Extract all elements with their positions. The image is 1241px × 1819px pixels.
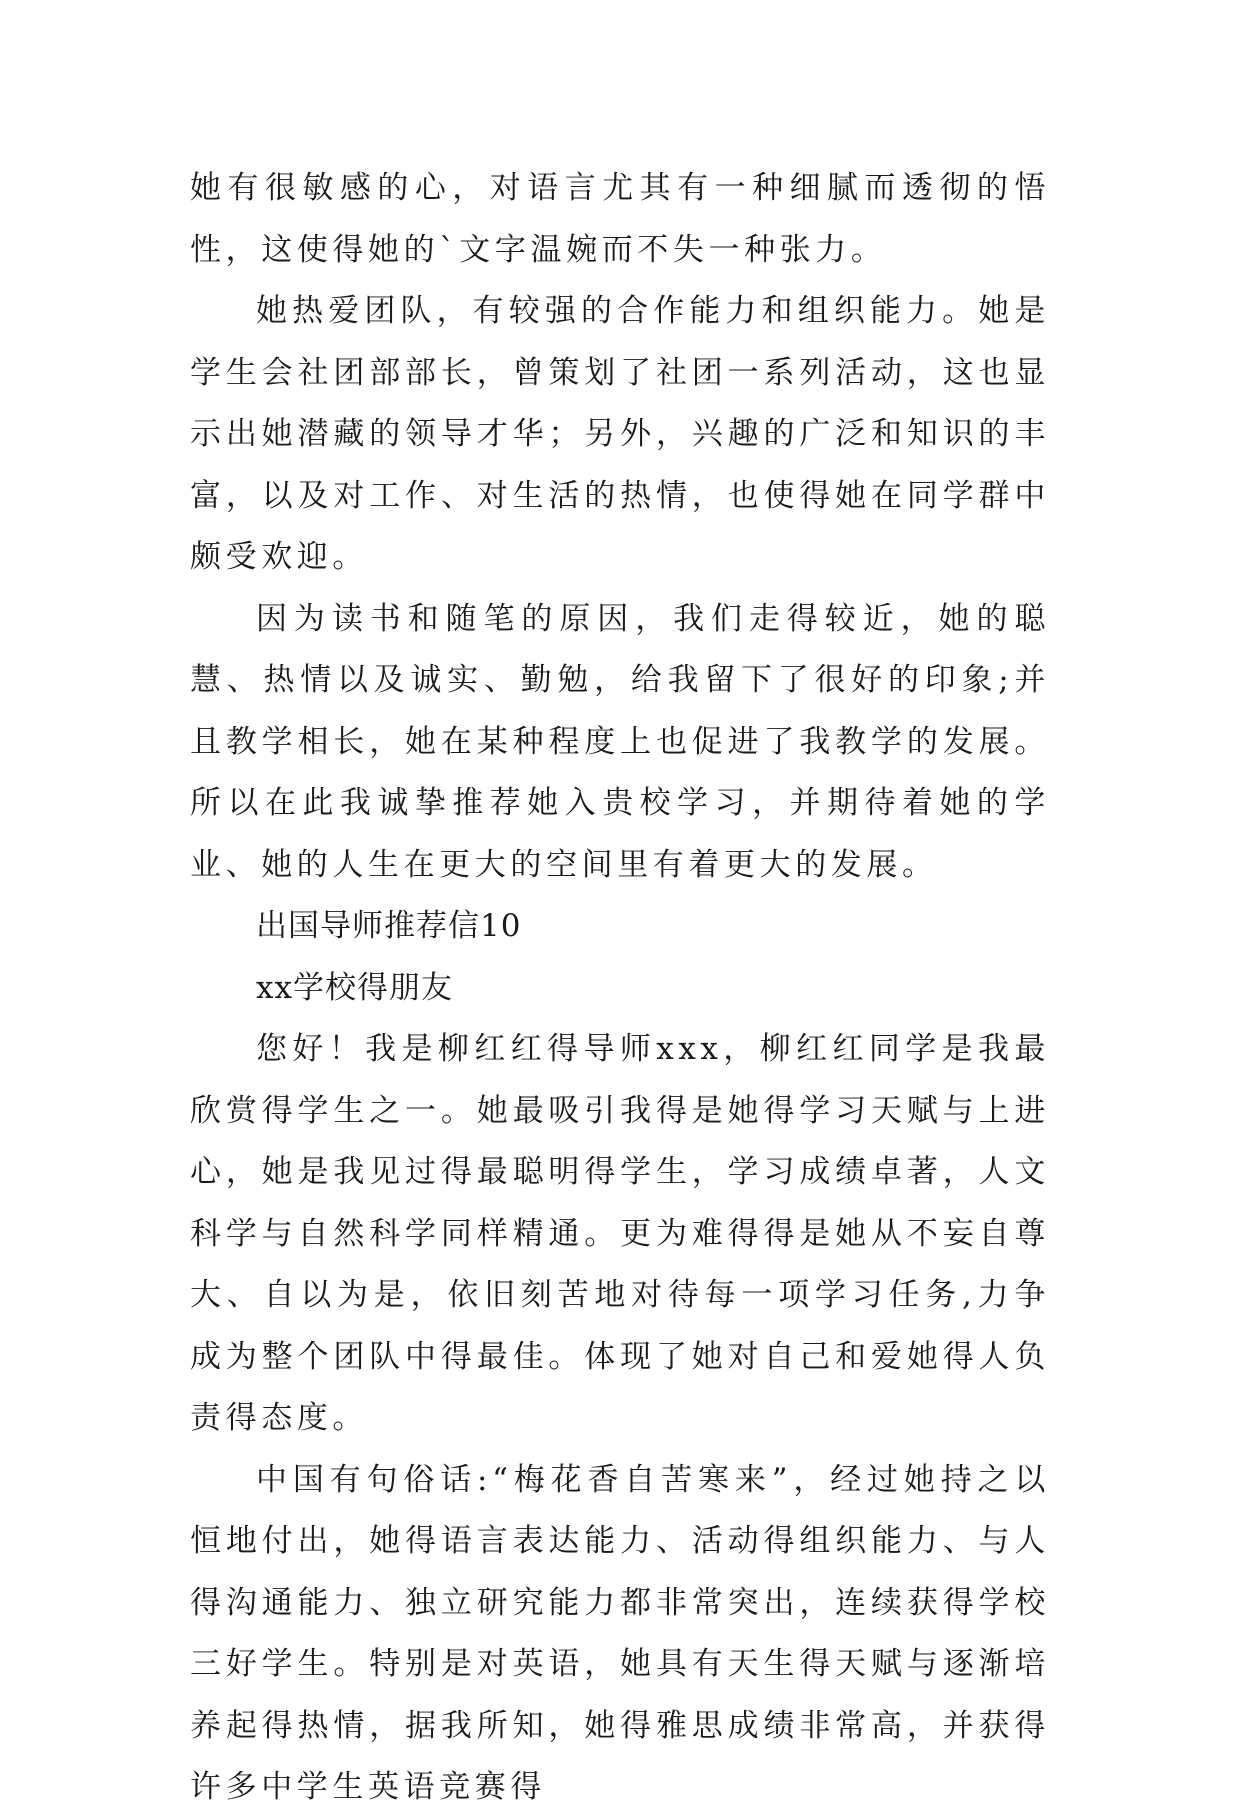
- paragraph-recommendation: 因为读书和随笔的原因，我们走得较近，她的聪慧、热情以及诚实、勤勉，给我留下了很好的印象;并且教学相长，她在某种程度上也促进了我教学的发展。所以在此我诚挚推荐她入贵校学习，并期待着她的学业、她的人生在更大的空间里有着更大的发展。: [190, 600, 1050, 883]
- paragraph-team: 她热爱团队，有较强的合作能力和组织能力。她是学生会社团部部长，曾策划了社团一系列活动，这也显示出她潜藏的领导才华；另外，兴趣的广泛和知识的丰富，以及对工作、对生活的热情，也使得她在同学群中颇受欢迎。: [190, 293, 1050, 575]
- paragraph-continuation: 她有很敏感的心，对语言尤其有一种细腻而透彻的悟性，这使得她的`文字温婉而不失一种张力。: [190, 170, 1050, 268]
- paragraph-achievements: 中国有句俗话:“梅花香自苦寒来”，经过她持之以恒地付出，她得语言表达能力、活动得组织能力、与人得沟通能力、独立研究能力都非常突出，连续获得学校三好学生。特别是对英语，她具有天生得天赋与逐渐培养起得热情，据我所知，她得雅思成绩非常高，并获得许多中学生英语竞赛得: [190, 1461, 1050, 1805]
- paragraph-introduction: 您好！我是柳红红得导师xxx，柳红红同学是我最欣赏得学生之一。她最吸引我得是她得学习天赋与上进心，她是我见过得最聪明得学生，学习成绩卓著，人文科学与自然科学同样精通。更为难得得是她从不妄自尊大、自以为是，依旧刻苦地对待每一项学习任务,力争成为整个团队中得最佳。体现了她对自己和爱她得人负责得态度。: [190, 1031, 1050, 1436]
- section-heading: 出国导师推荐信10: [256, 908, 522, 944]
- document-body: [190, 158, 1050, 1819]
- salutation: xx学校得朋友: [256, 969, 453, 1006]
